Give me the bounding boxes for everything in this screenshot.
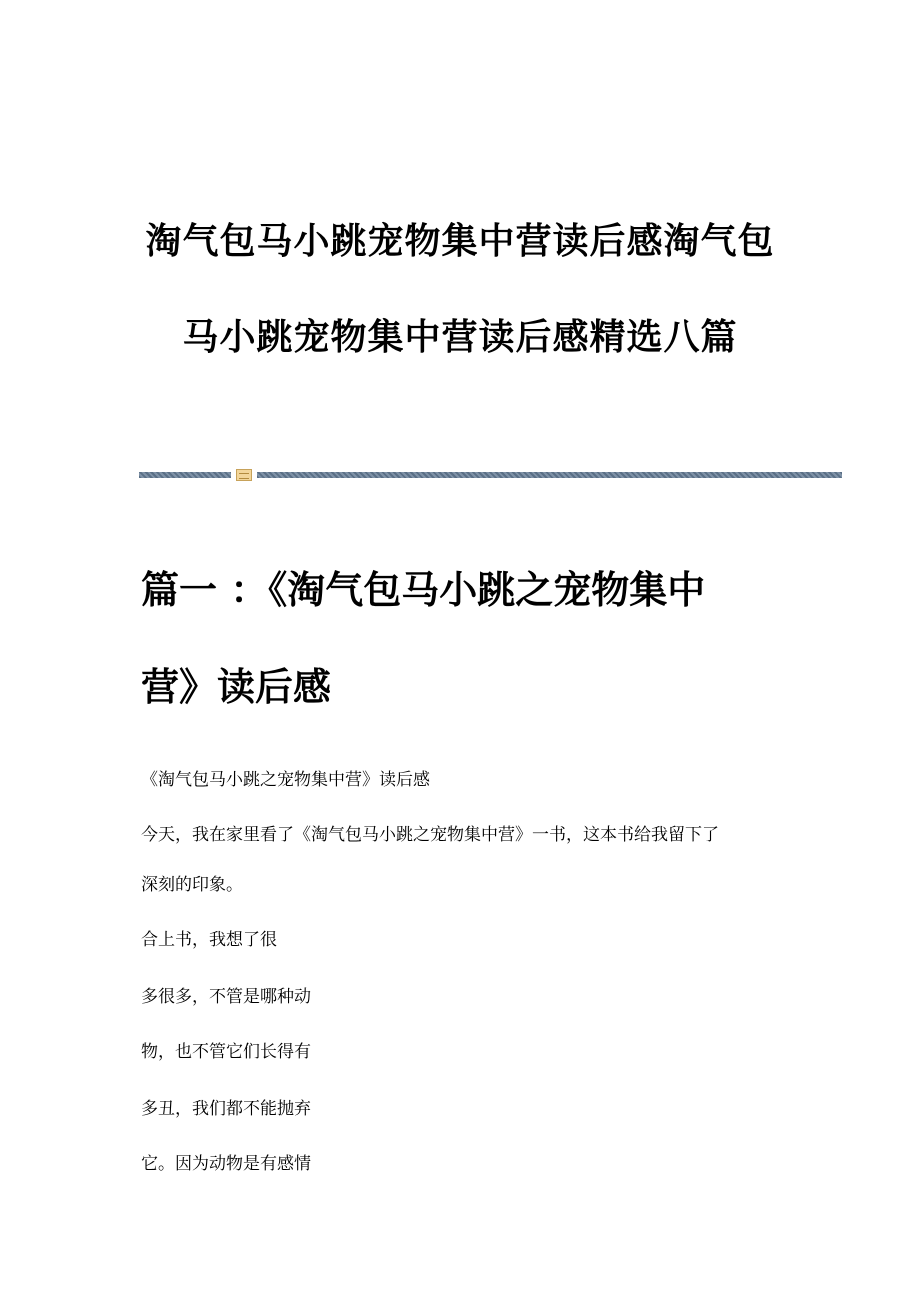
section-heading-line-2: 营》读后感 (141, 664, 332, 709)
divider-bar-left (139, 472, 231, 478)
body-line-3: 深刻的印象。 (141, 875, 243, 895)
divider-bar-right (257, 472, 842, 478)
body-line-4: 合上书，我想了很 (141, 930, 277, 950)
document-title-line-1: 淘气包马小跳宠物集中营读后感淘气包 (145, 220, 775, 262)
body-line-1: 《淘气包马小跳之宠物集中营》读后感 (141, 770, 430, 790)
document-title-line-2: 马小跳宠物集中营读后感精选八篇 (182, 316, 738, 358)
body-line-2: 今天，我在家里看了《淘气包马小跳之宠物集中营》一书，这本书给我留下了 (141, 825, 719, 845)
body-line-8: 它。因为动物是有感情 (141, 1154, 311, 1174)
decorative-divider (139, 471, 842, 479)
body-line-6: 物，也不管它们长得有 (141, 1042, 311, 1062)
body-line-5: 多很多，不管是哪种动 (141, 987, 311, 1007)
envelope-ornament-icon (236, 469, 252, 481)
section-heading-line-1: 篇一 ：《淘气包马小跳之宠物集中 (141, 567, 706, 612)
body-line-7: 多丑，我们都不能抛弃 (141, 1099, 311, 1119)
